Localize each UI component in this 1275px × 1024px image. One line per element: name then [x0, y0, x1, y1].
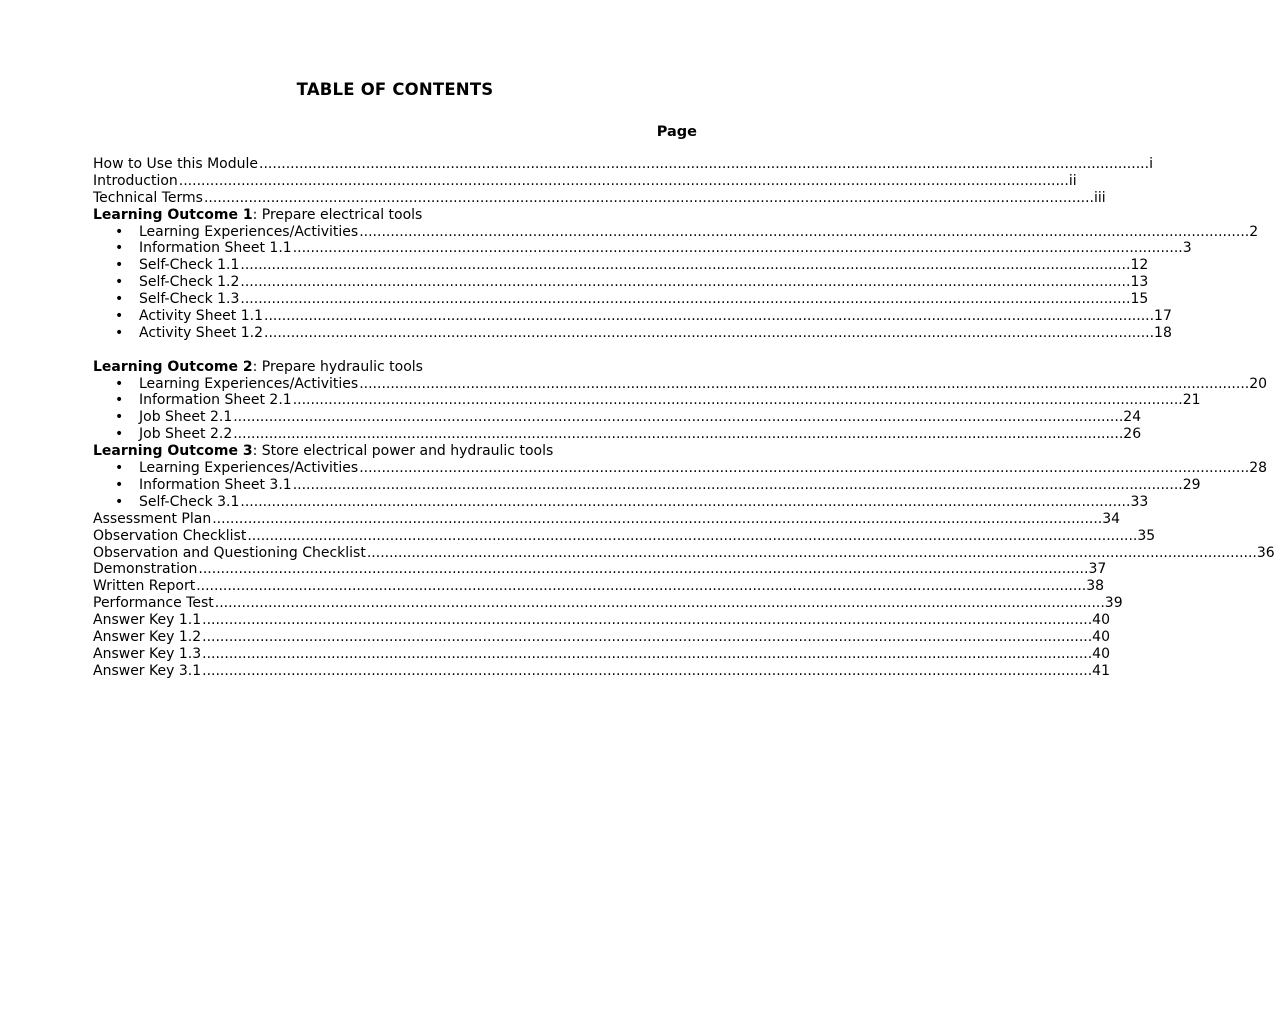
dot-leader: ........................................................................................................................................................................................................	[202, 662, 1093, 679]
toc-front-section	[93, 156, 1153, 207]
toc-entry-page: 17	[1154, 308, 1172, 325]
toc-entry-label: Answer Key 1.1	[93, 612, 202, 629]
toc-entry-label: Answer Key 3.1	[93, 662, 202, 679]
dot-leader: ........................................................................................................................................................................................................	[359, 375, 1250, 392]
toc-entry-label: Observation Checklist	[93, 527, 247, 544]
dot-leader: ........................................................................................................................................................................................................	[202, 645, 1093, 662]
toc-entry-page: 20	[1249, 375, 1268, 392]
toc-entry	[93, 257, 1149, 274]
dot-leader: ........................................................................................................................................................................................................	[240, 493, 1131, 510]
heading-text: : Prepare electrical tools	[252, 206, 423, 223]
toc-entry-page: 40	[1092, 612, 1110, 629]
toc-heading-lo3	[93, 443, 563, 460]
toc-entry-label: Technical Terms	[93, 189, 203, 206]
dot-leader: ........................................................................................................................................................................................................	[214, 595, 1105, 612]
toc-entry-label: Performance Test	[93, 595, 214, 612]
toc-entry-label: Introduction	[93, 172, 178, 189]
toc-entry	[93, 189, 1106, 207]
toc-entry-label: Self-Check 1.3	[139, 291, 240, 308]
heading-bold: Learning Outcome 1	[93, 206, 253, 223]
dot-leader: ........................................................................................................................................................................................................	[359, 460, 1250, 477]
heading-text: : Store electrical power and hydraulic tools	[252, 443, 554, 460]
toc-entry-page: 26	[1123, 426, 1142, 443]
toc-entry-label: Information Sheet 3.1	[139, 476, 292, 493]
toc-entry-page: 41	[1092, 662, 1110, 679]
dot-leader: ........................................................................................................................................................................................................	[292, 240, 1183, 257]
toc-entry	[93, 375, 1268, 393]
toc-entry-page: i	[1149, 156, 1153, 172]
dot-leader: ........................................................................................................................................................................................................	[233, 426, 1124, 443]
bullet-icon: •	[115, 324, 124, 341]
dot-leader: ........................................................................................................................................................................................................	[264, 324, 1155, 341]
toc-entry-label: Written Report	[93, 578, 196, 595]
dot-leader: ........................................................................................................................................................................................................	[359, 223, 1250, 240]
bullet-icon: •	[115, 409, 124, 426]
toc-entry-label: Learning Experiences/Activities	[139, 375, 359, 392]
toc-entry-page: 18	[1154, 324, 1172, 341]
bullet-icon: •	[115, 274, 124, 291]
toc-entry-label: Answer Key 1.3	[93, 645, 202, 662]
toc-entry-page: 13	[1130, 274, 1149, 291]
toc-entry	[93, 460, 1268, 477]
dot-leader: ........................................................................................................................................................................................................	[198, 561, 1089, 578]
toc-entry	[93, 527, 1156, 545]
toc-entry-label: Job Sheet 2.1	[139, 409, 233, 426]
toc-entry-page: 21	[1182, 392, 1201, 409]
toc-entry-label: Answer Key 1.2	[93, 628, 202, 645]
toc-entry	[93, 172, 1077, 190]
toc-entry-label: How to Use this Module	[93, 156, 259, 172]
toc-entry-page: 35	[1137, 527, 1156, 544]
dot-leader: ........................................................................................................................................................................................................	[259, 156, 1150, 172]
toc-entry	[93, 578, 1105, 595]
toc-entry	[93, 324, 1172, 342]
toc-entry-page: 28	[1249, 460, 1268, 477]
heading-bold: Learning Outcome 3	[93, 443, 253, 460]
toc-entry	[93, 561, 1107, 578]
dot-leader: ........................................................................................................................................................................................................	[366, 544, 1257, 561]
toc-heading-lo1	[93, 207, 697, 224]
toc-entry-label: Activity Sheet 1.2	[139, 324, 263, 341]
toc-entry	[93, 426, 1142, 443]
toc-entry-label: Observation and Questioning Checklist	[93, 544, 366, 561]
dot-leader: ........................................................................................................................................................................................................	[178, 172, 1069, 189]
toc-entry-label: Learning Experiences/Activities	[139, 223, 359, 240]
toc-entry	[93, 476, 1201, 494]
toc-entry	[93, 493, 1149, 511]
toc-entry-page: 33	[1130, 493, 1149, 510]
bullet-icon: •	[115, 240, 124, 257]
toc-entry-page: 34	[1102, 510, 1121, 527]
bullet-icon: •	[115, 223, 124, 240]
bullet-icon: •	[115, 460, 124, 477]
toc-entry	[93, 662, 1110, 680]
bullet-icon: •	[115, 291, 124, 308]
toc-entry-label: Information Sheet 2.1	[139, 392, 292, 409]
toc-entry-page: 2	[1249, 223, 1259, 240]
toc-entry-page: 40	[1092, 628, 1110, 645]
toc-entry-page: 12	[1130, 257, 1149, 274]
toc-entry	[93, 392, 1201, 409]
toc-lo1-items	[93, 223, 1259, 342]
toc-entry-page: 40	[1092, 645, 1110, 662]
dot-leader: ........................................................................................................................................................................................................	[240, 291, 1131, 308]
heading-bold: Learning Outcome 2	[93, 358, 253, 375]
toc-entry	[93, 156, 1153, 173]
bullet-icon: •	[115, 392, 124, 409]
toc-entry-label: Demonstration	[93, 561, 198, 578]
toc-entry	[93, 409, 1142, 426]
toc-entry	[93, 240, 1192, 257]
toc-heading-lo2	[93, 359, 697, 376]
toc-entry	[93, 223, 1259, 241]
bullet-icon: •	[115, 308, 124, 325]
toc-entry-page: 37	[1088, 561, 1107, 578]
toc-entry	[93, 645, 1110, 663]
bullet-icon: •	[115, 426, 124, 443]
toc-entry-label: Assessment Plan	[93, 510, 212, 527]
dot-leader: ........................................................................................................................................................................................................	[240, 257, 1131, 274]
toc-entry	[93, 510, 1121, 528]
dot-leader: ........................................................................................................................................................................................................	[202, 612, 1093, 629]
page-column-label: Page	[656, 124, 697, 140]
toc-lo2-items	[93, 375, 1268, 444]
dot-leader: ........................................................................................................................................................................................................	[292, 392, 1183, 409]
bullet-icon: •	[115, 493, 124, 510]
dot-leader: ........................................................................................................................................................................................................	[202, 628, 1093, 645]
dot-leader: ........................................................................................................................................................................................................	[247, 527, 1138, 544]
toc-entry-label: Self-Check 1.2	[139, 274, 240, 291]
toc-entry-page: 29	[1182, 476, 1201, 493]
toc-entry-page: ii	[1068, 172, 1077, 189]
toc-entry-label: Learning Experiences/Activities	[139, 460, 359, 477]
dot-leader: ........................................................................................................................................................................................................	[212, 510, 1103, 527]
dot-leader: ........................................................................................................................................................................................................	[203, 189, 1095, 206]
toc-entry-page: 39	[1104, 595, 1123, 612]
page-title: TABLE OF CONTENTS	[296, 80, 494, 99]
toc-entry	[93, 274, 1149, 291]
toc-back-section	[93, 510, 1275, 680]
heading-text: : Prepare hydraulic tools	[252, 358, 423, 375]
toc-entry-label: Self-Check 1.1	[139, 257, 240, 274]
dot-leader: ........................................................................................................................................................................................................	[264, 308, 1155, 325]
toc-entry	[93, 308, 1172, 325]
dot-leader: ........................................................................................................................................................................................................	[233, 409, 1124, 426]
toc-entry	[93, 544, 1275, 562]
toc-entry-page: 38	[1086, 578, 1105, 595]
toc-entry	[93, 612, 1110, 629]
dot-leader: ........................................................................................................................................................................................................	[196, 578, 1087, 595]
table-of-contents	[93, 156, 1275, 680]
toc-lo3-items	[93, 460, 1268, 511]
toc-entry	[93, 291, 1149, 308]
toc-entry-page: 3	[1182, 240, 1192, 257]
section-spacer	[93, 342, 697, 359]
dot-leader: ........................................................................................................................................................................................................	[240, 274, 1131, 291]
bullet-icon: •	[115, 257, 124, 274]
toc-entry-page: 15	[1130, 291, 1149, 308]
toc-entry	[93, 595, 1123, 612]
document-page	[93, 78, 1275, 680]
toc-entry-page: 36	[1256, 544, 1275, 561]
toc-entry	[93, 628, 1110, 646]
toc-entry-page: 24	[1123, 409, 1142, 426]
toc-entry-label: Job Sheet 2.2	[139, 426, 233, 443]
toc-entry-page: iii	[1094, 189, 1106, 206]
toc-entry-label: Activity Sheet 1.1	[139, 308, 263, 325]
bullet-icon: •	[115, 375, 124, 392]
toc-entry-label: Information Sheet 1.1	[139, 240, 292, 257]
toc-entry-label: Self-Check 3.1	[139, 493, 240, 510]
dot-leader: ........................................................................................................................................................................................................	[292, 476, 1183, 493]
bullet-icon: •	[115, 476, 124, 493]
